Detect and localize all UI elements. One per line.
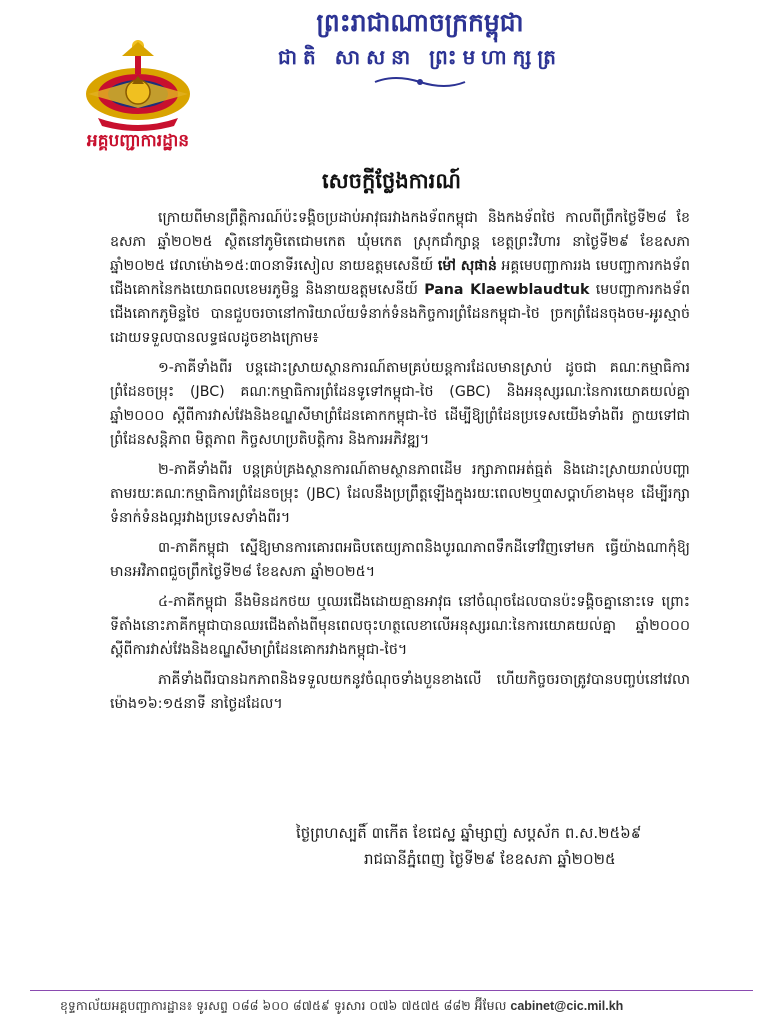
intro-text-c: មេបញ្ជាការកងទ័ពជើងគោកភូមិន្ទថៃ បានជួបចរចានៅការិយាល័យទំនាក់ទំនងកិច្ចការព្រំដែនកម្ពុជា-ថៃ ច្រកព្រំដែនចុងចម-អូរស្មាច់ ដោយទទួលបានលទ្ធផលដូចខាងក្រោម៖ xyxy=(110,282,690,346)
lunar-date: ថ្ងៃព្រហស្បតិ៍ ៣កើត ខែជេស្ឋ ឆ្នាំម្សាញ់ សប្តស័ក ព.ស.២៥៦៩ xyxy=(296,824,642,842)
intro-paragraph xyxy=(110,206,690,350)
organization-name: អគ្គបញ្ជាការដ្ឋាន xyxy=(86,131,190,151)
national-motto: ជាតិ សាសនា ព្រះមហាក្សត្រ xyxy=(278,45,562,69)
intro-text-a: ក្រោយពីមានព្រឹត្តិការណ៍ប៉ះទង្គិចប្រដាប់អាវុធរវាងកងទ័ពកម្ពុជា និងកងទ័ពថៃ កាលពីព្រឹកថ្ងៃទី២៨ ខែឧសភា ឆ្នាំ២០២៥ ស្ថិតនៅភូមិតេជោមកេត ឃុំមកេត ស្រុកជាំក្សាន្ត ខេត្តព្រះវិហារ នាថ្ងៃទី២៩ ខែឧសភា ឆ្នាំ២០២៥ វេលាម៉ោង១៥:៣០នាទីរសៀល នាយឧត្តមសេនីយ៍ xyxy=(110,210,690,274)
solar-date: រាជធានីភ្នំពេញ ថ្ងៃទី២៩ ខែឧសភា ឆ្នាំ២០២៥ xyxy=(364,850,616,868)
footer-contact xyxy=(60,998,740,1017)
footer-divider xyxy=(30,990,753,991)
general-name-khmer: ម៉ៅ សុផាន់ xyxy=(437,258,497,274)
header-ornament xyxy=(370,74,470,90)
footer-contact-text: ខុទ្ទកាល័យអគ្គបញ្ជាការដ្ឋាន៖ ទូរសព្ទ ០៨៨ ៦០០ ៨៧៥៩ ទូរសារ ០៧៦ ៧៥៧៥ ៨៨២ អ៊ីមែល xyxy=(60,998,507,1013)
closing-paragraph: ភាគីទាំងពីរបានឯកភាពនិងទទួលយកនូវចំណុចទាំងបួនខាងលើ ហើយកិច្ចចរចាត្រូវបានបញ្ចប់នៅវេលាម៉ោង១៦:១៥នាទី នាថ្ងៃដដែល។ xyxy=(110,672,690,712)
intro-text-b: អគ្គមេបញ្ជាការរង មេបញ្ជាការកងទ័ពជើងគោកនៃកងយោធពលខេមរភូមិន្ទ និងនាយឧត្តមសេនីយ៍ xyxy=(110,258,690,298)
statement-body xyxy=(110,206,690,722)
footer-email: cabinet@cic.mil.kh xyxy=(510,999,624,1013)
document-title: សេចក្តីថ្លែងការណ៍ xyxy=(322,169,461,193)
point-4: ៤-ភាគីកម្ពុជា នឹងមិនដកថយ ឬឈរជើងដោយគ្មានអាវុធ នៅចំណុចដែលបានប៉ះទង្គិចគ្នានោះទេ ព្រោះទីតាំងនោះភាគីកម្ពុជាបានឈរជើងតាំងពីមុនពេលចុះហត្ថលេខាលើអនុស្សរណៈនៃការយោគយល់គ្នា ឆ្នាំ២០០០ ស្តីពីការវាស់វែងនិងខណ្ឌសីមាព្រំដែនគោករវាងកម្ពុជា-ថៃ។ xyxy=(110,594,690,658)
date-block xyxy=(296,820,706,872)
general-name-thai: Pana Klaewblaudtuk xyxy=(424,282,590,298)
army-emblem-logo xyxy=(78,36,198,136)
point-3: ៣-ភាគីកម្ពុជា ស្នើឱ្យមានការគោរពអធិបតេយ្យភាពនិងបូរណភាពទឹកដីទៅវិញទៅមក ធ្វើយ៉ាងណាកុំឱ្យមានអវិភាពជួចព្រឹកថ្ងៃទី២៨ ខែឧសភា ឆ្នាំ២០២៥។ xyxy=(110,540,690,580)
point-2: ២-ភាគីទាំងពីរ បន្តគ្រប់គ្រងស្ថានការណ៍តាមស្ថានភាពដើម រក្សាភាពអត់ធ្មត់ និងដោះស្រាយរាល់បញ្ហាតាមរយៈគណៈកម្មាធិការព្រំដែនចម្រុះ (JBC) ដែលនឹងប្រព្រឹត្តឡើងក្នុងរយៈពេល២ឬ៣សប្តាហ៍ខាងមុខ ដើម្បីរក្សាទំនាក់ទំនងល្អរវាងប្រទេសទាំងពីរ។ xyxy=(110,462,690,526)
kingdom-title: ព្រះរាជាណាចក្រកម្ពុជា xyxy=(316,8,524,37)
point-1: ១-ភាគីទាំងពីរ បន្តដោះស្រាយស្ថានការណ៍តាមគ្រប់យន្តការដែលមានស្រាប់ ដូចជា គណៈកម្មាធិការព្រំដែនចម្រុះ (JBC) គណៈកម្មាធិការព្រំដែនទូទៅកម្ពុជា-ថៃ (GBC) និងអនុស្សរណៈនៃការយោគយល់គ្នា ឆ្នាំ២០០០ ស្តីពីការវាស់វែងនិងខណ្ឌសីមាព្រំដែនគោកកម្ពុជា-ថៃ ដើម្បីឱ្យព្រំដែនប្រទេសយើងទាំងពីរ ក្លាយទៅជាព្រំដែនសន្តិភាព មិត្តភាព កិច្ចសហប្រតិបត្តិការ និងការអភិវឌ្ឍ។ xyxy=(110,360,690,448)
